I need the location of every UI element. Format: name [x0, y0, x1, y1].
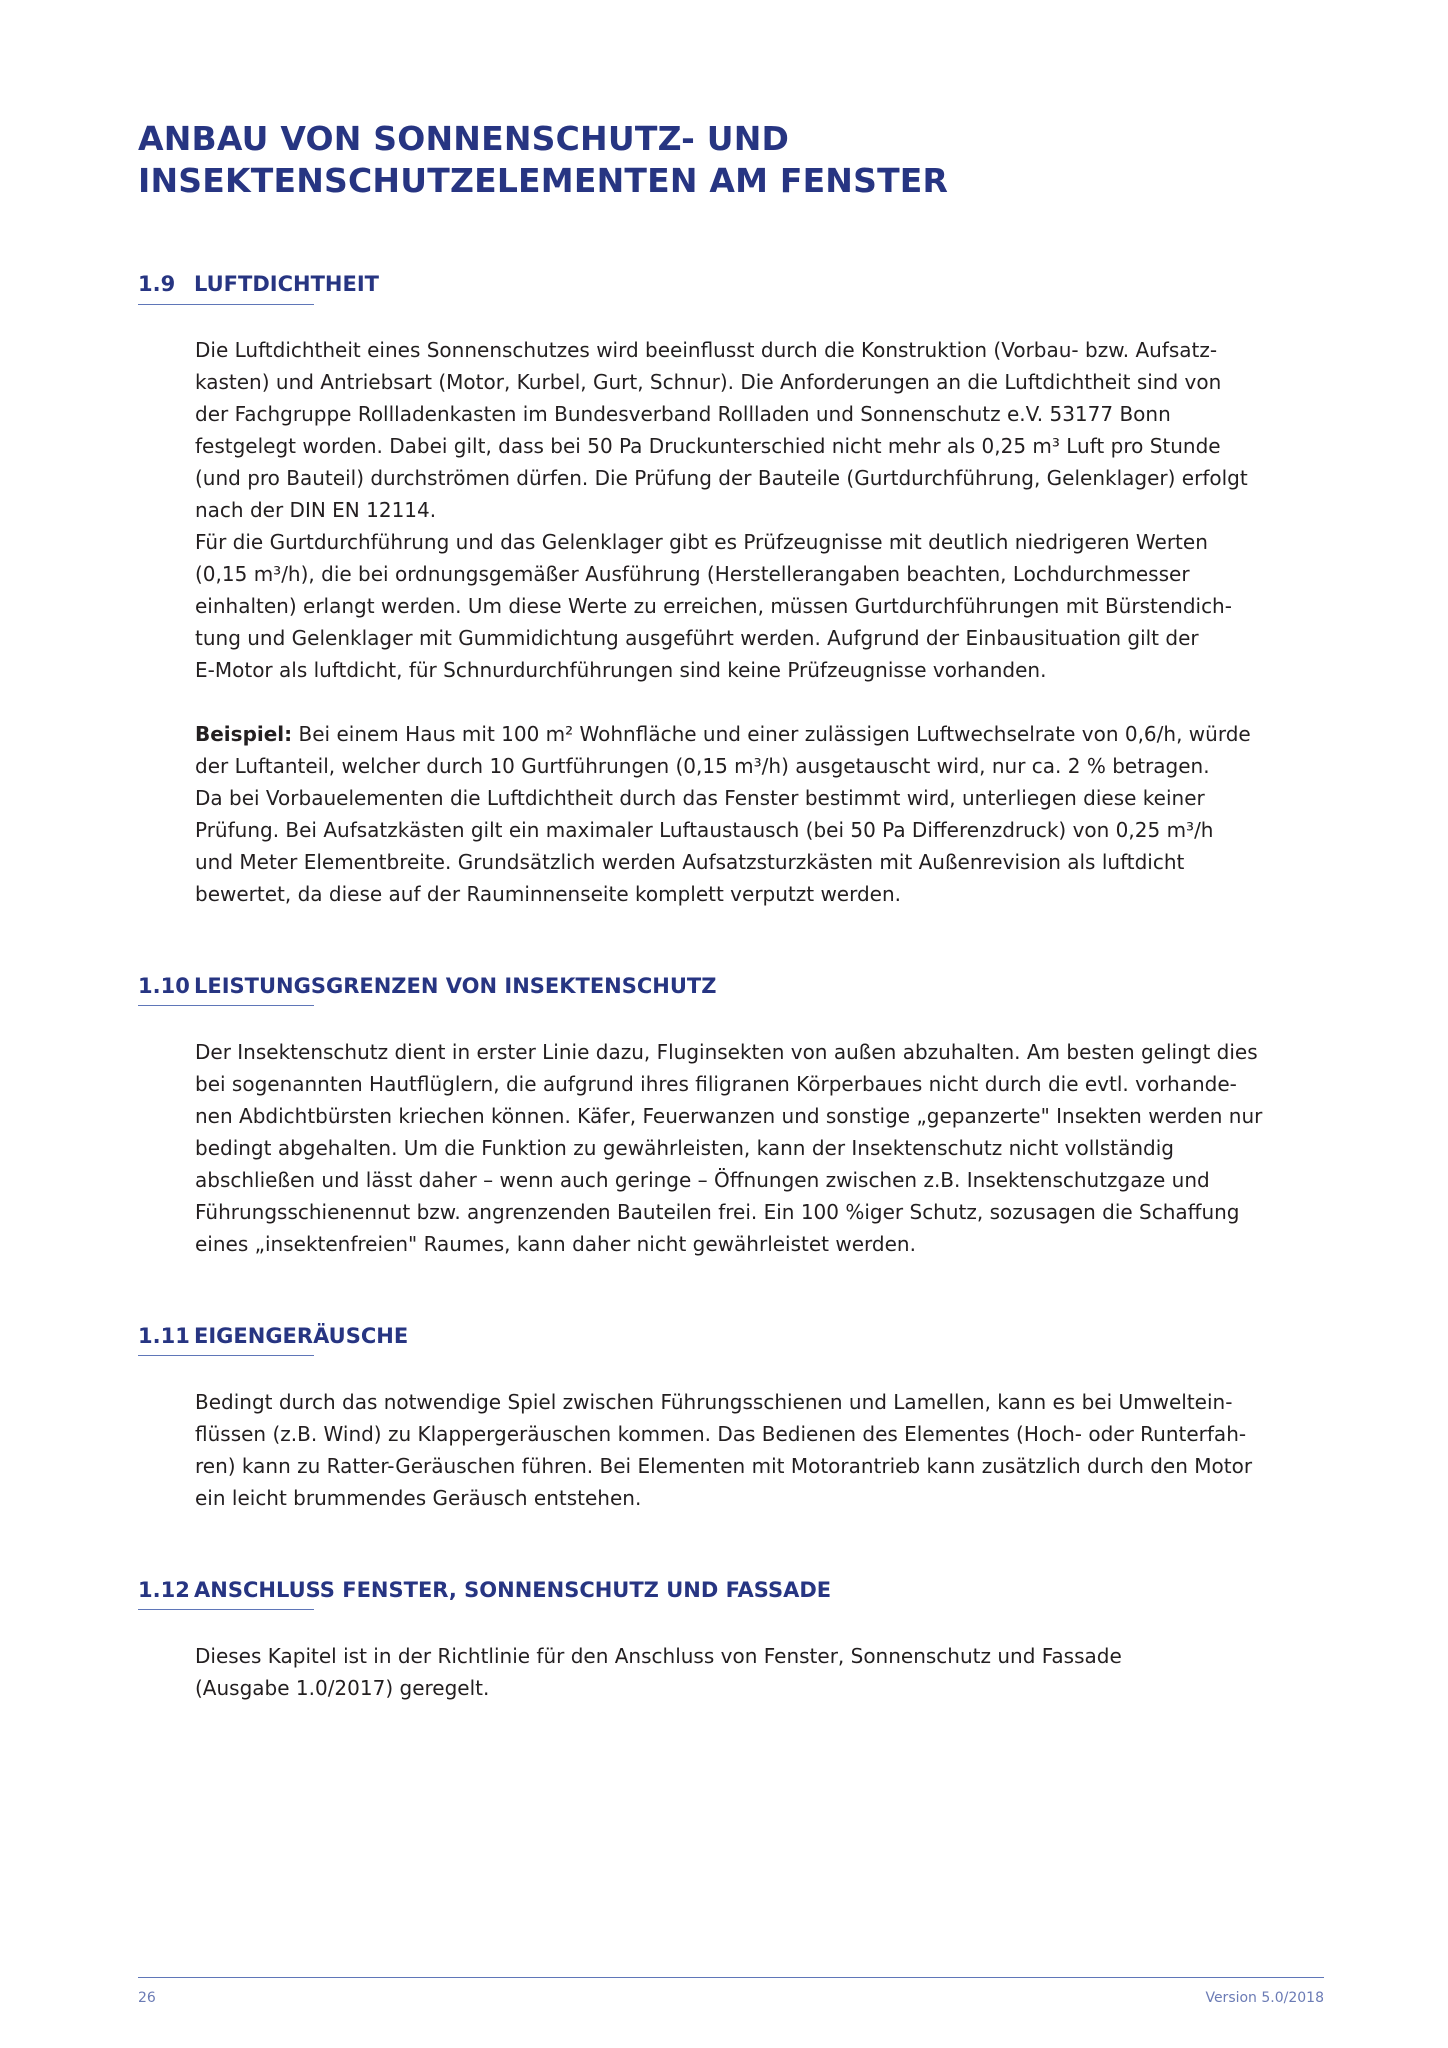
section-title: EIGENGERÄUSCHE: [194, 1324, 409, 1348]
section-title: LEISTUNGSGRENZEN VON INSEKTENSCHUTZ: [194, 974, 717, 998]
footer-version: Version 5.0/2018: [1205, 1990, 1324, 2006]
page-title-line-1: ANBAU VON SONNENSCHUTZ- UND: [138, 119, 790, 158]
text-line: bei sogenannten Hautflüglern, die aufgrund ihres filigranen Körperbaues nicht durch die evtl. vorhande-: [195, 1072, 1237, 1096]
section-title: LUFTDICHTHEIT: [194, 272, 379, 296]
section-number: 1.10: [138, 974, 190, 998]
section-underline: [138, 304, 314, 305]
text-line: Der Insektenschutz dient in erster Linie dazu, Fluginsekten von außen abzuhalten. Am besten gelingt dies: [195, 1040, 1258, 1064]
page-title: [138, 118, 948, 202]
text-line: Bedingt durch das notwendige Spiel zwischen Führungsschienen und Lamellen, kann es bei Umweltein-: [195, 1390, 1233, 1414]
section-underline: [138, 1005, 314, 1006]
text-line: abschließen und lässt daher – wenn auch geringe – Öffnungen zwischen z.B. Insektenschutzgaze und: [195, 1168, 1210, 1192]
text-line: eines „insektenfreien" Raumes, kann daher nicht gewährleistet werden.: [195, 1232, 916, 1256]
section-heading-1-10: [138, 972, 716, 1000]
section-heading-1-12: [138, 1576, 831, 1604]
example-label: Beispiel:: [195, 722, 293, 746]
example-text: Bei einem Haus mit 100 m² Wohnfläche und einer zulässigen Luftwechselrate von 0,6/h, würde: [292, 722, 1251, 746]
text-line: ren) kann zu Ratter-Geräuschen führen. Bei Elementen mit Motorantrieb kann zusätzlich durch den Motor: [195, 1454, 1253, 1478]
section-heading-1-9: [138, 270, 379, 298]
text-line: und Meter Elementbreite. Grundsätzlich werden Aufsatzsturzkästen mit Außenrevision als luftdicht: [195, 850, 1185, 874]
section-underline: [138, 1355, 314, 1356]
text-line: (0,15 m³/h), die bei ordnungsgemäßer Ausführung (Herstellerangaben beachten, Lochdurchmesser: [195, 562, 1190, 586]
section-heading-1-11: [138, 1322, 408, 1350]
text-line: einhalten) erlangt werden. Um diese Werte zu erreichen, müssen Gurtdurchführungen mit Bürstendich-: [195, 594, 1232, 618]
text-line: Die Luftdichtheit eines Sonnenschutzes wird beeinflusst durch die Konstruktion (Vorbau- bzw. Aufsatz-: [195, 338, 1218, 362]
text-line: bewertet, da diese auf der Rauminnenseite komplett verputzt werden.: [195, 882, 902, 906]
text-line: Dieses Kapitel ist in der Richtlinie für den Anschluss von Fenster, Sonnenschutz und Fassade: [195, 1644, 1122, 1668]
section-body-1-12: [195, 1640, 1335, 1704]
text-line: festgelegt worden. Dabei gilt, dass bei 50 Pa Druckunterschied nicht mehr als 0,25 m³ Luft pro Stunde: [195, 434, 1221, 458]
section-body-1-11: [195, 1386, 1335, 1514]
text-line: flüssen (z.B. Wind) zu Klappergeräuschen kommen. Das Bedienen des Elementes (Hoch- oder Runterfah-: [195, 1422, 1247, 1446]
text-line: nen Abdichtbürsten kriechen können. Käfer, Feuerwanzen und sonstige „gepanzerte" Insekten werden nur: [195, 1104, 1263, 1128]
text-line: kasten) und Antriebsart (Motor, Kurbel, Gurt, Schnur). Die Anforderungen an die Luftdichtheit sind von: [195, 370, 1222, 394]
section-number: 1.9: [138, 272, 176, 296]
paragraph-gap: [195, 686, 1335, 718]
text-line: Für die Gurtdurchführung und das Gelenklager gibt es Prüfzeugnisse mit deutlich niedrigeren Werten: [195, 530, 1208, 554]
example-line: [195, 718, 1335, 750]
text-line: der Fachgruppe Rollladenkasten im Bundesverband Rollladen und Sonnenschutz e.V. 53177 Bonn: [195, 402, 1171, 426]
text-line: Da bei Vorbauelementen die Luftdichtheit durch das Fenster bestimmt wird, unterliegen diese keiner: [195, 786, 1205, 810]
text-line: E-Motor als luftdicht, für Schnurdurchführungen sind keine Prüfzeugnisse vorhanden.: [195, 658, 1047, 682]
section-number: 1.11: [138, 1324, 190, 1348]
section-title: ANSCHLUSS FENSTER, SONNENSCHUTZ UND FASSADE: [194, 1578, 832, 1602]
text-line: (und pro Bauteil) durchströmen dürfen. Die Prüfung der Bauteile (Gurtdurchführung, Gelenklager) erfolgt: [195, 466, 1248, 490]
section-body-1-10: [195, 1036, 1335, 1260]
text-line: tung und Gelenklager mit Gummidichtung ausgeführt werden. Aufgrund der Einbausituation gilt der: [195, 626, 1199, 650]
text-line: der Luftanteil, welcher durch 10 Gurtführungen (0,15 m³/h) ausgetauscht wird, nur ca. 2 % betragen.: [195, 754, 1210, 778]
text-line: Führungsschienennut bzw. angrenzenden Bauteilen frei. Ein 100 %iger Schutz, sozusagen die Schaffung: [195, 1200, 1240, 1224]
section-number: 1.12: [138, 1578, 190, 1602]
section-underline: [138, 1609, 314, 1610]
text-line: Prüfung. Bei Aufsatzkästen gilt ein maximaler Luftaustausch (bei 50 Pa Differenzdruck) von 0,25 m³/h: [195, 818, 1214, 842]
footer-divider: [138, 1977, 1324, 1978]
text-line: bedingt abgehalten. Um die Funktion zu gewährleisten, kann der Insektenschutz nicht vollständig: [195, 1136, 1174, 1160]
page-title-line-2: INSEKTENSCHUTZELEMENTEN AM FENSTER: [138, 161, 949, 200]
footer-page-number: 26: [138, 1990, 156, 2006]
text-line: ein leicht brummendes Geräusch entstehen.: [195, 1486, 642, 1510]
text-line: (Ausgabe 1.0/2017) geregelt.: [195, 1676, 490, 1700]
section-body-1-9: [195, 334, 1335, 910]
text-line: nach der DIN EN 12114.: [195, 498, 437, 522]
